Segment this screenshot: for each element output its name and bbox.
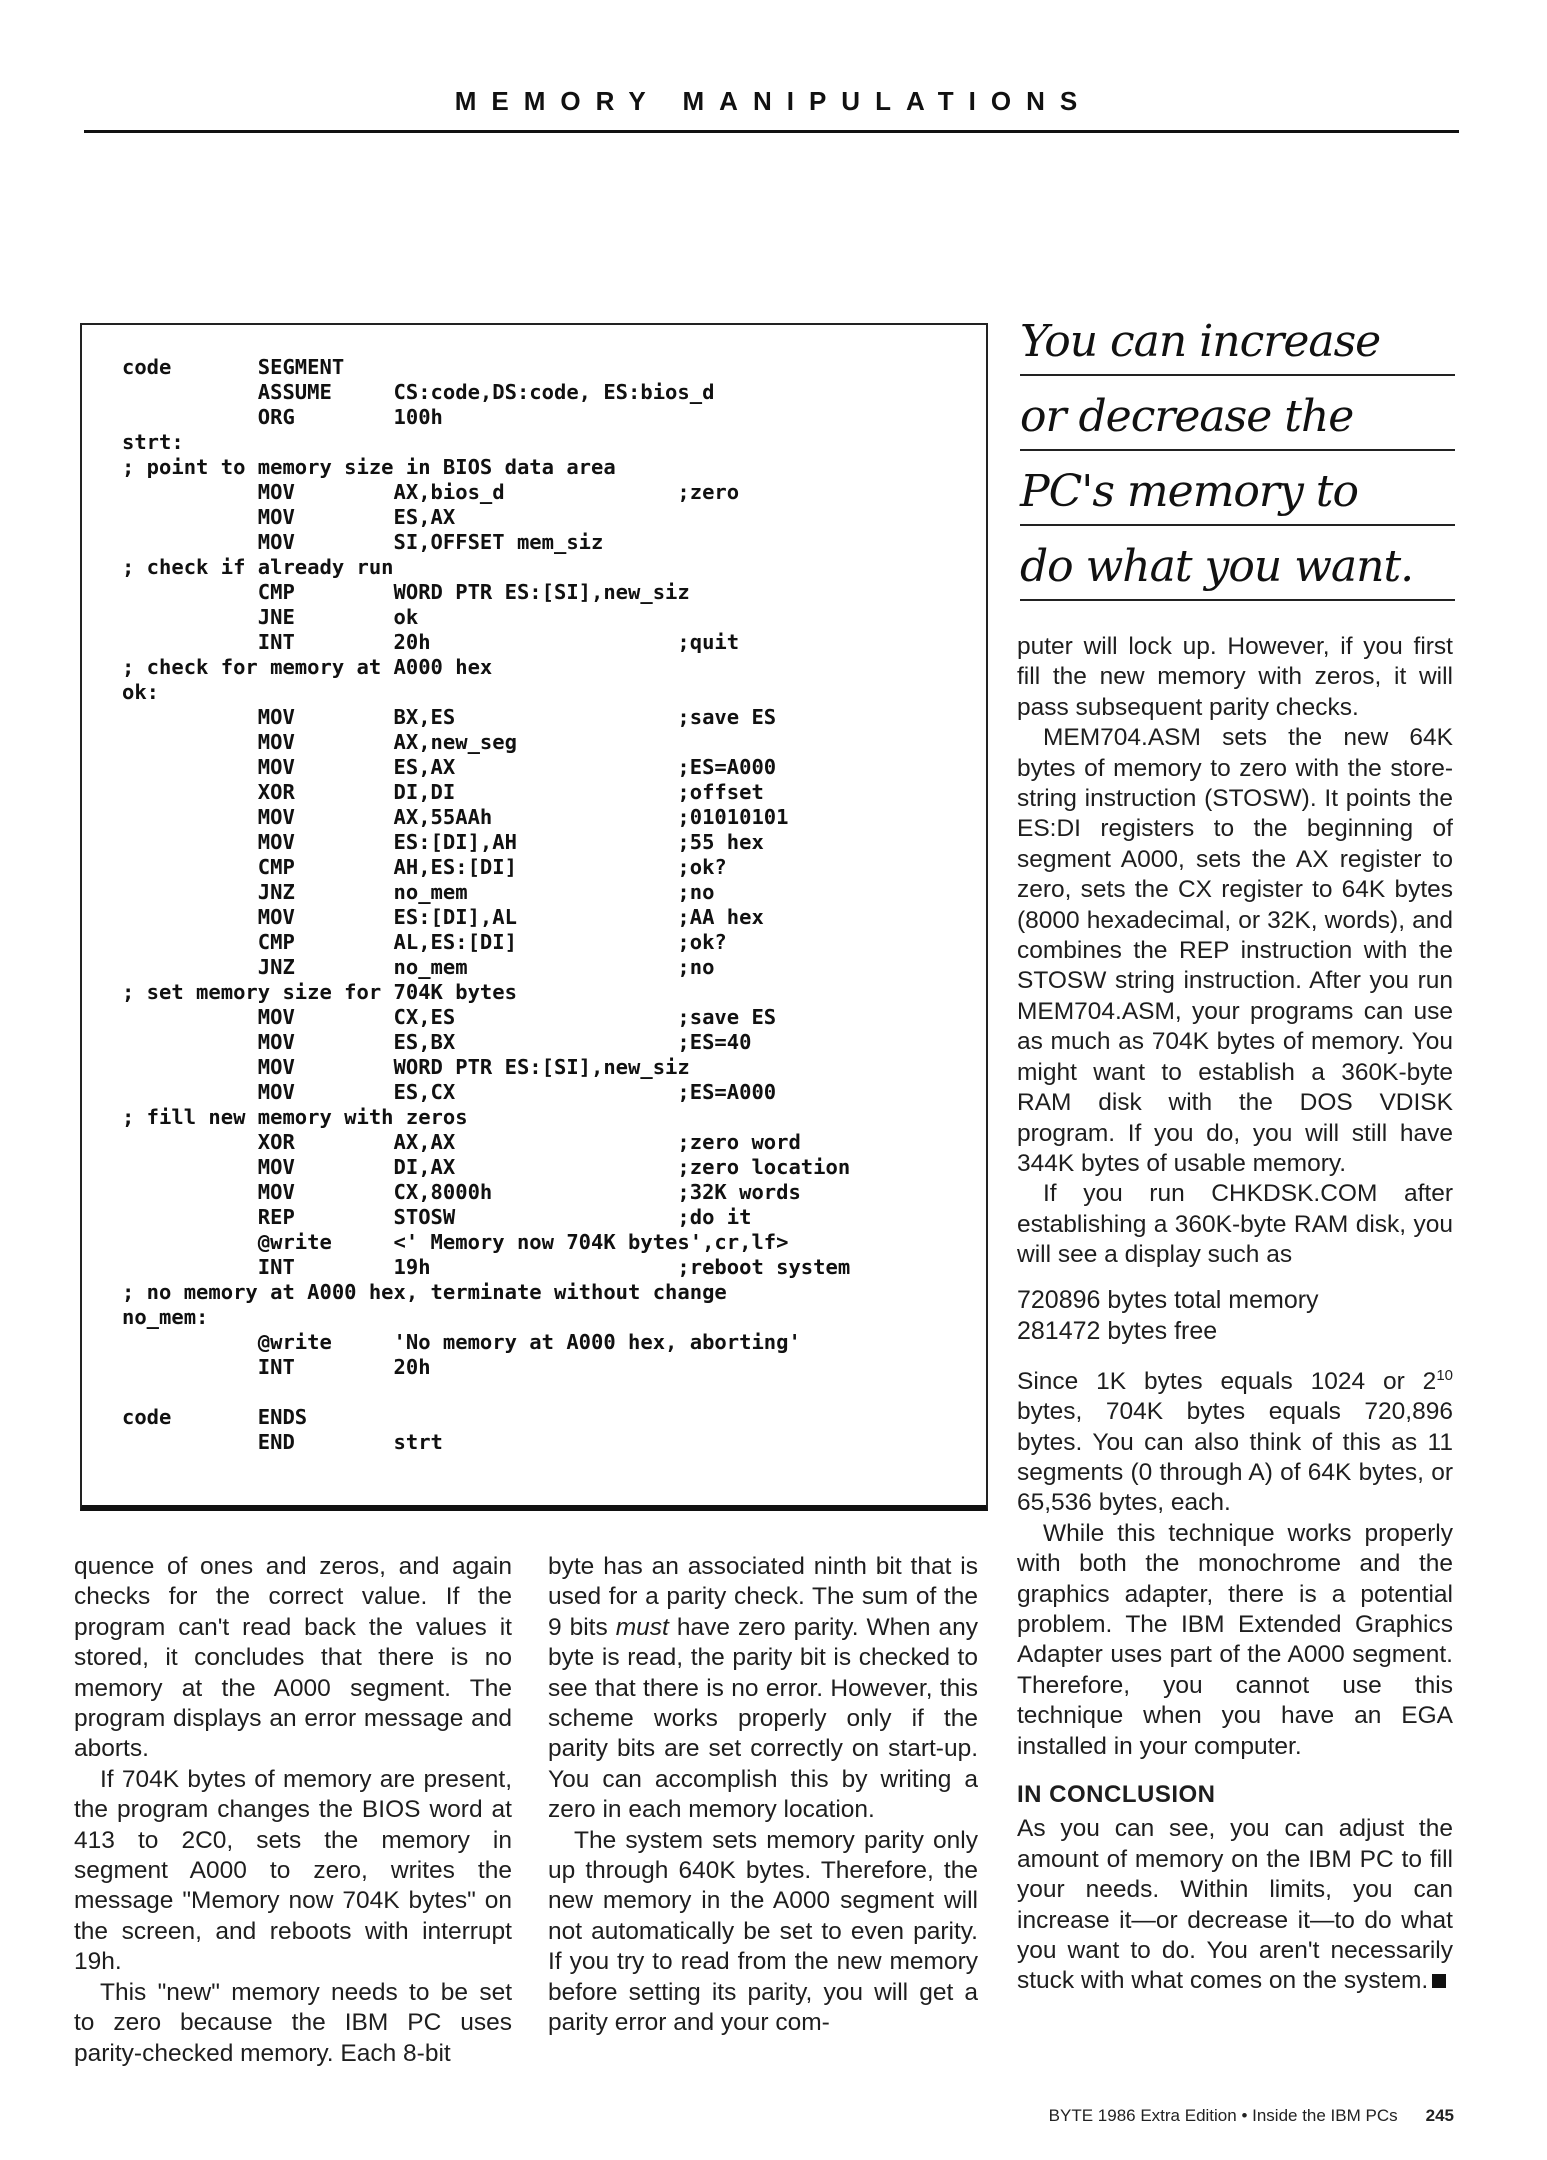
paragraph: quence of ones and zeros, and again checks for the correct value. If the program can't read back the values it stored, it concludes that there is no memory at the A000 segment. The program displays an error message and aborts. (74, 1553, 512, 1763)
paragraph (1017, 1814, 1453, 1996)
display-line: 720896 bytes total memory (1017, 1285, 1319, 1314)
footer-text: BYTE 1986 Extra Edition • Inside the IBM PCs (1048, 2106, 1398, 2125)
body-column-right (1017, 632, 1453, 1997)
paragraph (548, 1552, 978, 1826)
end-mark-icon (1432, 1974, 1446, 1988)
running-head: MEMORY MANIPULATIONS (454, 86, 1093, 116)
paragraph: MEM704.ASM sets the new 64K bytes of memory to zero with the store-string instruction (STOSW). It points the ES:DI registers to the beginning of segment A000, sets the AX register to zero, sets the CX register to 64K bytes (8000 hexadecimal, or 32K, words), and combines the REP instruction with the STOSW string instruction. After you run MEM704.ASM, your programs can use as much as 704K bytes of memory. You might want to establish a 360K-byte RAM disk with the DOS VDISK program. If you do, you will still have 344K bytes of usable memory. (1017, 724, 1453, 1177)
pull-quote-line: PC's memory to (1020, 462, 1455, 526)
text-run: byte has an associated ninth bit that is used for a parity check. The sum of the 9 bits (548, 1553, 978, 1641)
pull-quote (1020, 312, 1455, 612)
paragraph: If you run CHKDSK.COM after establishing a 360K-byte RAM disk, you will see a display such as (1017, 1180, 1453, 1269)
paragraph: The system sets memory parity only up through 640K bytes. Therefore, the new memory in the A000 segment will not automatically be set to even parity. If you try to read from the new memory before setting its parity, you will get a parity error and your com- (548, 1826, 978, 2037)
paragraph (1017, 1361, 1453, 1519)
paragraph: puter will lock up. However, if you first fill the new memory with zeros, it will pass subsequent parity checks. (1017, 633, 1453, 721)
paragraph: This "new" memory needs to be set to zero because the IBM PC uses parity-checked memory. Each 8-bit (74, 1978, 512, 2067)
section-heading: IN CONCLUSION (1017, 1780, 1216, 1808)
text-run: Since 1K bytes equals 1024 or 2 (1017, 1367, 1437, 1395)
code-listing-box (80, 323, 988, 1511)
code-listing: code SEGMENT ASSUME CS:code,DS:code, ES:bios_d ORG 100h strt: ; point to memory size in BIOS data area MOV AX,bios_d ;zero MOV ES,AX MOV SI,OFFSET mem_siz ; check if already run CMP WORD PTR ES:[SI],new_siz JNE ok INT 20h ;quit ; check for memory at A000 hex ok: MOV BX,ES ;save ES MOV AX,new_seg MOV ES,AX ;ES=A000 XOR DI,DI ;offset MOV AX,55AAh ;01010101 MOV ES:[DI],AH ;55 hex CMP AH,ES:[DI] ;ok? JNZ no_mem ;no MOV ES:[DI],AL ;AA hex CMP AL,ES:[DI] ;ok? JNZ no_mem ;no ; set memory size for 704K bytes MOV CX,ES ;save ES MOV ES,BX ;ES=40 MOV WORD PTR ES:[SI],new_siz MOV ES,CX ;ES=A000 ; fill new memory with zeros XOR AX,AX ;zero word MOV DI,AX ;zero location MOV CX,8000h ;32K words REP STOSW ;do it @write <' Memory now 704K bytes',cr,lf> INT 19h ;reboot system ; no memory at A000 hex, terminate without change no_mem: @write 'No memory at A000 hex, aborting' INT 20h code ENDS END strt (122, 355, 851, 1454)
pull-quote-line: or decrease the (1020, 387, 1455, 451)
superscript: 10 (1436, 1366, 1453, 1384)
chkdsk-display (1017, 1285, 1453, 1347)
body-column-middle (548, 1552, 978, 2039)
emphasis: must (615, 1613, 669, 1641)
text-run: have zero parity. When any byte is read, the parity bit is checked to see that there is no error. However, this scheme works properly only if the parity bits are set correctly on start-up. You can accomplish this by writing a zero in each memory location. (548, 1613, 978, 1824)
header-rule (84, 130, 1459, 133)
paragraph: If 704K bytes of memory are present, the program changes the BIOS word at 413 to 2C0, sets the memory in segment A000 to zero, writes the message "Memory now 704K bytes" on the screen, and reboots with interrupt 19h. (74, 1765, 512, 1976)
page-number: 245 (1425, 2106, 1454, 2125)
body-column-left (74, 1552, 512, 2069)
page-footer (924, 2106, 1454, 2126)
text-run: As you can see, you can adjust the amount of memory on the IBM PC to fill your needs. Within limits, you can increase it—or decrease it—to do what you want to do. You aren't necessarily stuck with what comes on the system. (1017, 1815, 1453, 1995)
pull-quote-line: You can increase (1020, 312, 1455, 376)
pull-quote-line: do what you want. (1020, 537, 1455, 601)
display-line: 281472 bytes free (1017, 1316, 1218, 1345)
paragraph: While this technique works properly with both the monochrome and the graphics adapter, there is a potential problem. The IBM Extended Graphics Adapter uses part of the A000 segment. Therefore, you cannot use this technique when you have an EGA installed in your computer. (1017, 1519, 1453, 1760)
text-run: bytes, 704K bytes equals 720,896 bytes. You can also think of this as 11 segments (0 through A) of 64K bytes, or 65,536 bytes, each. (1017, 1398, 1453, 1517)
